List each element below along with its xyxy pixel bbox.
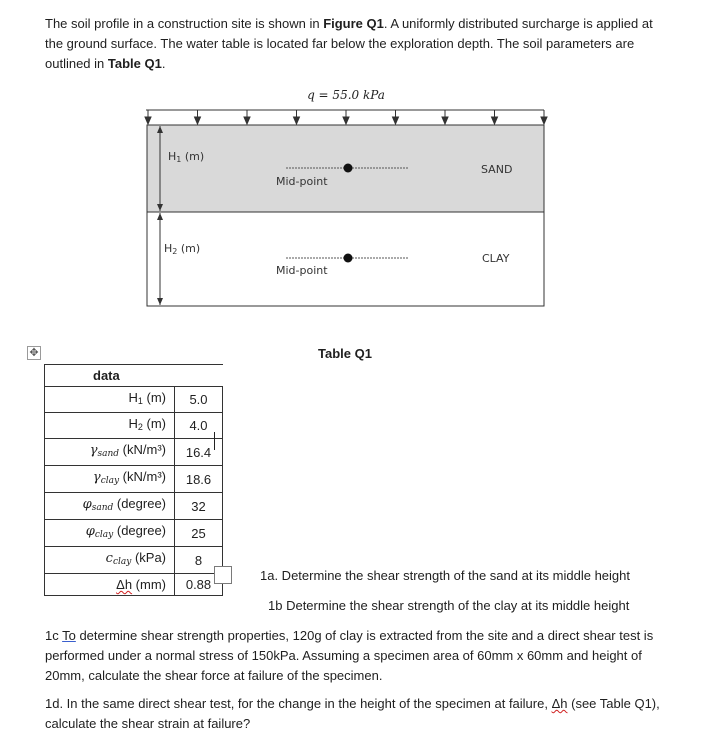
sand-label: SAND <box>481 163 513 176</box>
intro-text-1: The soil profile in a construction site is shown in <box>45 16 324 31</box>
h1-label: H1 (m) <box>168 150 205 164</box>
row-label: $\gamma_{sand}$ (kN/m³) <box>45 439 175 466</box>
sand-midpoint-label: Mid-point <box>276 175 328 188</box>
row-value: 5.0 <box>175 387 223 413</box>
h2-label: H2 (m) <box>164 242 201 256</box>
row-value: 18.6 <box>175 466 223 493</box>
table-ref: Table Q1 <box>107 56 162 71</box>
question-1d: 1d. In the same direct shear test, for the change in the height of the specimen at failure, Δh (see Table Q1), calculate the shear strain at failure? <box>45 696 660 731</box>
table-row <box>45 547 223 574</box>
question-1b: 1b Determine the shear strength of the clay at its middle height <box>268 598 630 613</box>
table-row <box>45 387 223 413</box>
surcharge-arrowhead <box>294 117 300 124</box>
q1c-underlined-word: To <box>62 628 76 643</box>
text-cursor <box>214 432 215 450</box>
checkbox[interactable] <box>214 566 232 584</box>
figure-ref: Figure Q1 <box>323 16 384 31</box>
question-1a: 1a. Determine the shear strength of the sand at its middle height <box>260 568 630 583</box>
clay-midpoint-dot <box>344 254 353 263</box>
data-table <box>44 364 223 596</box>
intro-text-3: . <box>161 56 166 71</box>
table-row <box>45 439 223 466</box>
surcharge-arrowhead <box>442 117 448 124</box>
table-title: Table Q1 <box>318 346 372 361</box>
surcharge-arrowhead <box>541 117 547 124</box>
q1d-delta-h: Δh <box>551 696 568 711</box>
soil-profile-figure <box>0 0 716 340</box>
row-label: $\gamma_{clay}$ (kN/m³) <box>45 466 175 493</box>
surcharge-arrowhead <box>343 117 349 124</box>
table-header-row <box>45 365 223 387</box>
table-header-blank <box>175 365 223 387</box>
row-label: $c_{clay}$ (kPa) <box>45 547 175 574</box>
table-header: data <box>45 365 175 387</box>
row-label: H1 (m) <box>45 387 175 413</box>
table-row <box>45 520 223 547</box>
row-value: 16.4 <box>175 439 223 466</box>
surcharge-arrowhead <box>195 117 201 124</box>
sand-midpoint-dot <box>344 164 353 173</box>
surcharge-arrowhead <box>393 117 399 124</box>
surcharge-arrowhead <box>145 117 151 124</box>
surcharge-arrowhead <box>244 117 250 124</box>
table-row <box>45 493 223 520</box>
intro-text-2: . A uniformly distributed surcharge is applied at the ground surface. The water table is located far below the exploration depth. The soil parameters are outlined in <box>45 16 653 71</box>
row-value: 0.88 <box>175 574 223 596</box>
move-arrows-icon[interactable]: ✥ <box>27 346 41 360</box>
surcharge-arrowhead <box>492 117 498 124</box>
table-row <box>45 413 223 439</box>
table-row <box>45 466 223 493</box>
row-label: Δh (mm) <box>45 574 175 596</box>
row-label: $\varphi_{sand}$ (degree) <box>45 493 175 520</box>
surcharge-arrows <box>145 110 547 124</box>
surcharge-label: q = 55.0 kPa <box>307 88 385 102</box>
question-1c: 1c To determine shear strength properties, 120g of clay is extracted from the site and a direct shear test is performed under a normal stress of 150kPa. Assuming a specimen area of 60mm x 60mm and height of 20mm, calculate the shear force at failure of the specimen. <box>45 628 654 683</box>
row-label: H2 (m) <box>45 413 175 439</box>
row-value: 4.0 <box>175 413 223 439</box>
table-row <box>45 574 223 596</box>
row-label: $\varphi_{clay}$ (degree) <box>45 520 175 547</box>
row-value: 25 <box>175 520 223 547</box>
row-value: 8 <box>175 547 223 574</box>
row-value: 32 <box>175 493 223 520</box>
clay-label: CLAY <box>482 252 510 265</box>
clay-midpoint-label: Mid-point <box>276 264 328 277</box>
